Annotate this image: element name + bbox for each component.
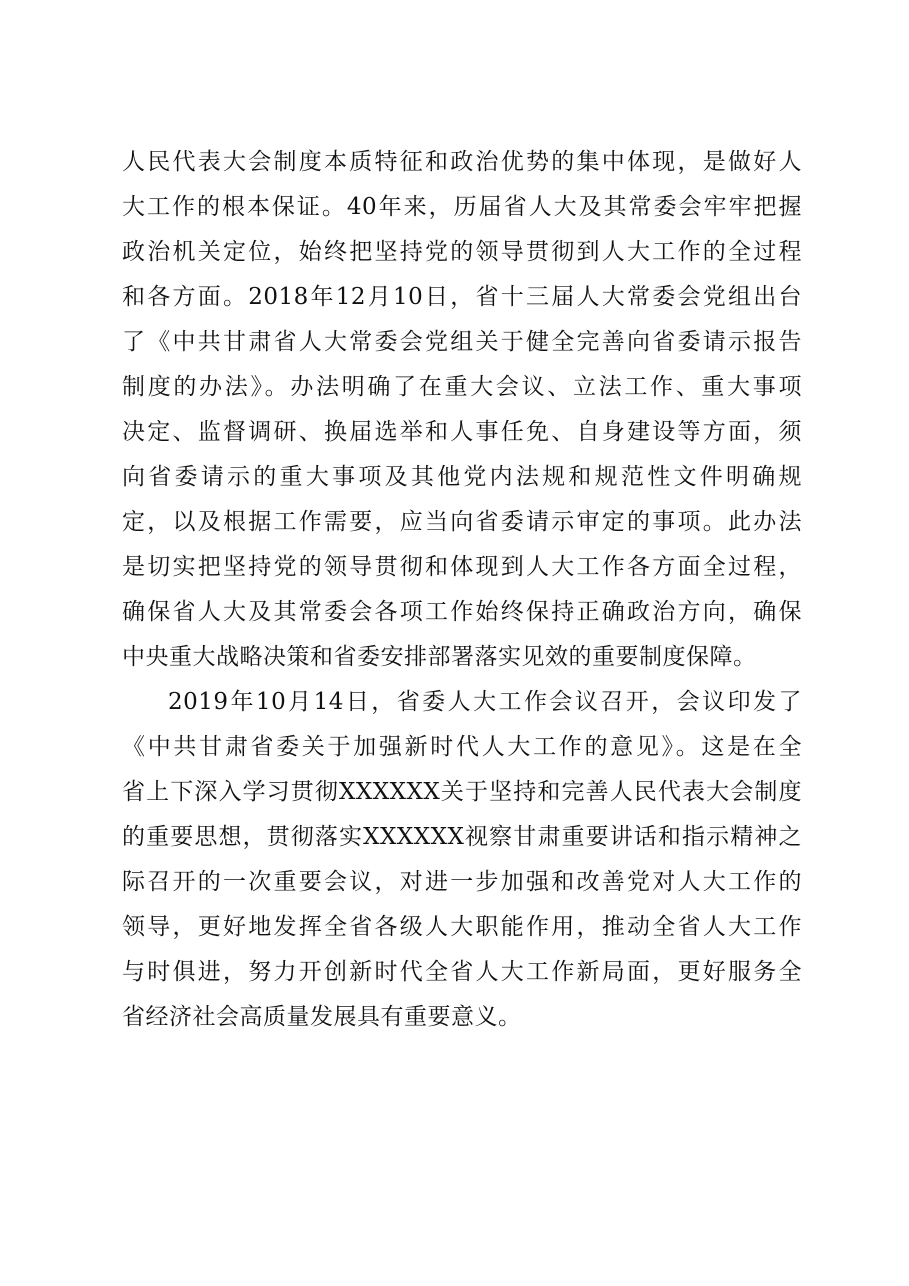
text-line: 定，以及根据工作需要，应当向省委请示审定的事项。此办法 [122, 509, 802, 535]
text-line: 省上下深入学习贯彻XXXXXX关于坚持和完善人民代表大会制度 [122, 779, 802, 805]
text-line: 际召开的一次重要会议，对进一步加强和改善党对人大工作的 [122, 869, 802, 895]
text-line: 省经济社会高质量发展具有重要意义。 [122, 1004, 522, 1030]
text-line: 的重要思想，贯彻落实XXXXXX视察甘肃重要讲话和指示精神之 [122, 824, 802, 850]
text-line: 大工作的根本保证。40年来，历届省人大及其常委会牢牢把握 [122, 194, 802, 220]
text-line: 确保省人大及其常委会各项工作始终保持正确政治方向，确保 [122, 599, 802, 625]
text-line: 制度的办法》。办法明确了在重大会议、立法工作、重大事项 [122, 374, 802, 400]
paragraph-2 [122, 680, 802, 1040]
text-line: 2019年10月14日，省委人大工作会议召开，会议印发了 [168, 689, 802, 715]
text-line: 与时俱进，努力开创新时代全省人大工作新局面，更好服务全 [122, 959, 802, 985]
text-line: 《中共甘肃省委关于加强新时代人大工作的意见》。这是在全 [122, 734, 802, 760]
text-line: 了《中共甘肃省人大常委会党组关于健全完善向省委请示报告 [122, 329, 802, 355]
text-line: 决定、监督调研、换届选举和人事任免、自身建设等方面，须 [122, 419, 802, 445]
text-line: 政治机关定位，始终把坚持党的领导贯彻到人大工作的全过程 [122, 239, 802, 265]
text-line: 领导，更好地发挥全省各级人大职能作用，推动全省人大工作 [122, 914, 802, 940]
paragraph-1 [122, 140, 802, 680]
document-body [122, 140, 802, 1040]
text-line: 是切实把坚持党的领导贯彻和体现到人大工作各方面全过程， [122, 554, 802, 580]
text-line: 和各方面。2018年12月10日，省十三届人大常委会党组出台 [122, 284, 802, 310]
text-line: 中央重大战略决策和省委安排部署落实见效的重要制度保障。 [122, 644, 757, 670]
text-line: 人民代表大会制度本质特征和政治优势的集中体现，是做好人 [122, 149, 802, 175]
text-line: 向省委请示的重大事项及其他党内法规和规范性文件明确规 [122, 464, 802, 490]
